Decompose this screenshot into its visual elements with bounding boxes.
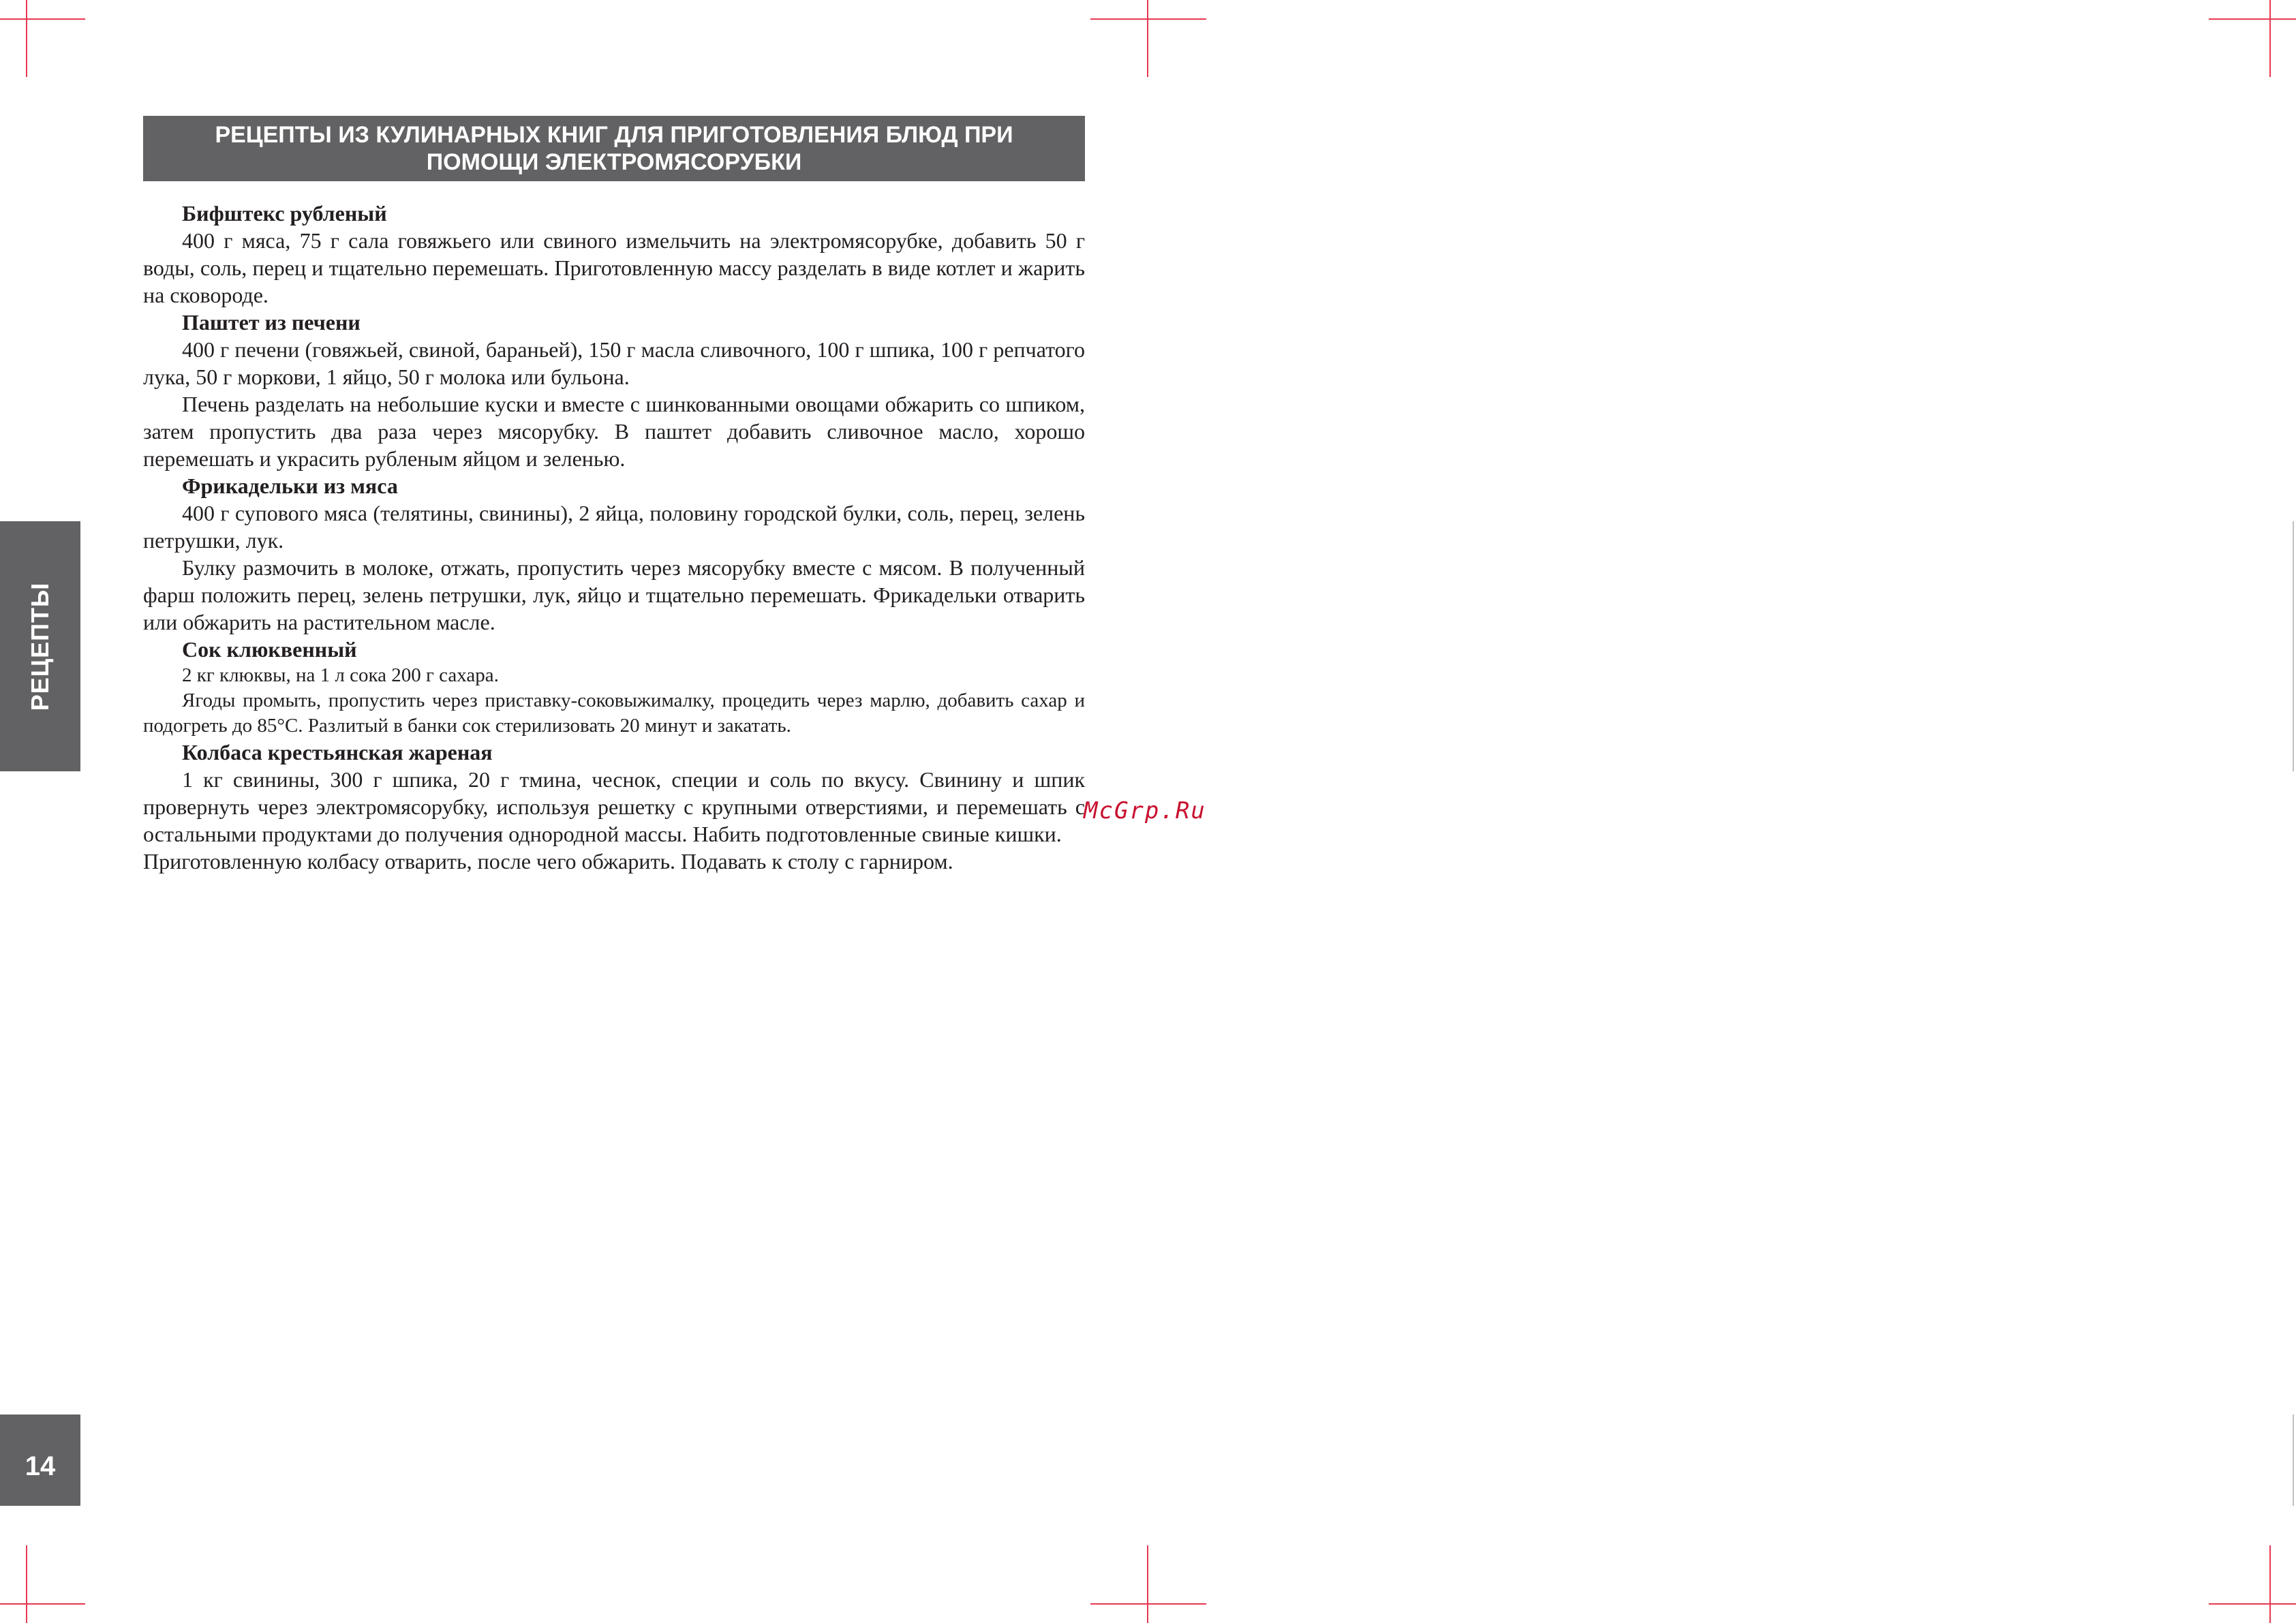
crop-mark (1090, 1603, 1206, 1605)
crop-mark (2269, 0, 2271, 77)
page-edge-line (2293, 521, 2294, 771)
section-side-tab (0, 521, 80, 771)
recipes-body (143, 200, 1085, 875)
page-title (143, 116, 1085, 181)
recipe-title: Бифштекс рубленый (182, 201, 387, 226)
recipe-paragraph: Печень разделать на небольшие куски и вместе с шинкованными овощами обжарить со шпиком, затем пропустить два раза через мясорубку. В паштет добавить сливочное масло, хорошо перемешать и украсить рубленым яйцом и зеленью. (143, 392, 1085, 471)
page-edge-line (2293, 1415, 2294, 1506)
recipe-title: Колбаса крестьянская жареная (182, 740, 493, 764)
crop-mark (26, 0, 27, 77)
recipe-paragraph: 400 г печени (говяжьей, свиной, бараньей), 150 г масла сливочного, 100 г шпика, 100 г репчатого лука, 50 г моркови, 1 яйцо, 50 г молока или бульона. (143, 337, 1085, 389)
recipe-paragraph: 2 кг клюквы, на 1 л сока 200 г сахара. (182, 664, 499, 686)
recipe-paragraph: Ягоды промыть, пропустить через приставку-соковыжималку, процедить через марлю, добавить сахар и подогреть до 85°C. Разлитый в банки сок стерилизовать 20 минут и закатать. (143, 690, 1085, 737)
crop-mark (0, 1603, 85, 1605)
section-side-tab-label: РЕЦЕПТЫ (26, 582, 54, 711)
recipe-paragraph: Приготовленную колбасу отварить, после чего обжарить. Подавать к столу с гарниром. (143, 849, 953, 874)
crop-mark (2209, 18, 2296, 20)
recipe-title: Паштет из печени (182, 310, 361, 335)
crop-mark (1147, 0, 1148, 77)
crop-mark (1147, 1545, 1148, 1623)
page-number: 14 (0, 1415, 80, 1506)
crop-mark (1090, 18, 1206, 20)
crop-mark (26, 1545, 27, 1623)
page-title-line: РЕЦЕПТЫ ИЗ КУЛИНАРНЫХ КНИГ ДЛЯ ПРИГОТОВЛЕНИЯ БЛЮД ПРИ (215, 122, 1013, 148)
recipe-paragraph: 400 г мяса, 75 г сала говяжьего или свиного измельчить на электромясорубке, добавить 50 г воды, соль, перец и тщательно перемешать. Приготовленную массу разделать в виде котлет и жарить на сковороде. (143, 228, 1085, 307)
watermark-logo[interactable]: McGrp.Ru (1084, 797, 1206, 824)
crop-mark (2209, 1603, 2296, 1605)
crop-mark (0, 18, 85, 20)
recipe-paragraph: 1 кг свинины, 300 г шпика, 20 г тмина, чеснок, специи и соль по вкусу. Свинину и шпик провернуть через электромясорубку, используя решетку с крупными отверстиями, и перемешать с остальными продуктами до получения однородной массы. Набить подготовленные свиные кишки. (143, 767, 1085, 846)
recipe-paragraph: Булку размочить в молоке, отжать, пропустить через мясорубку вместе с мясом. В полученный фарш положить перец, зелень петрушки, лук, яйцо и тщательно перемешать. Фрикадельки отварить или обжарить на растительном масле. (143, 555, 1085, 634)
recipe-title: Фрикадельки из мяса (182, 474, 398, 498)
recipe-title: Сок клюквенный (182, 637, 357, 662)
crop-mark (2269, 1545, 2271, 1623)
page-title-line: ПОМОЩИ ЭЛЕКТРОМЯСОРУБКИ (426, 149, 802, 175)
recipe-paragraph: 400 г супового мяса (телятины, свинины), 2 яйца, половину городской булки, соль, перец, зелень петрушки, лук. (143, 501, 1085, 553)
